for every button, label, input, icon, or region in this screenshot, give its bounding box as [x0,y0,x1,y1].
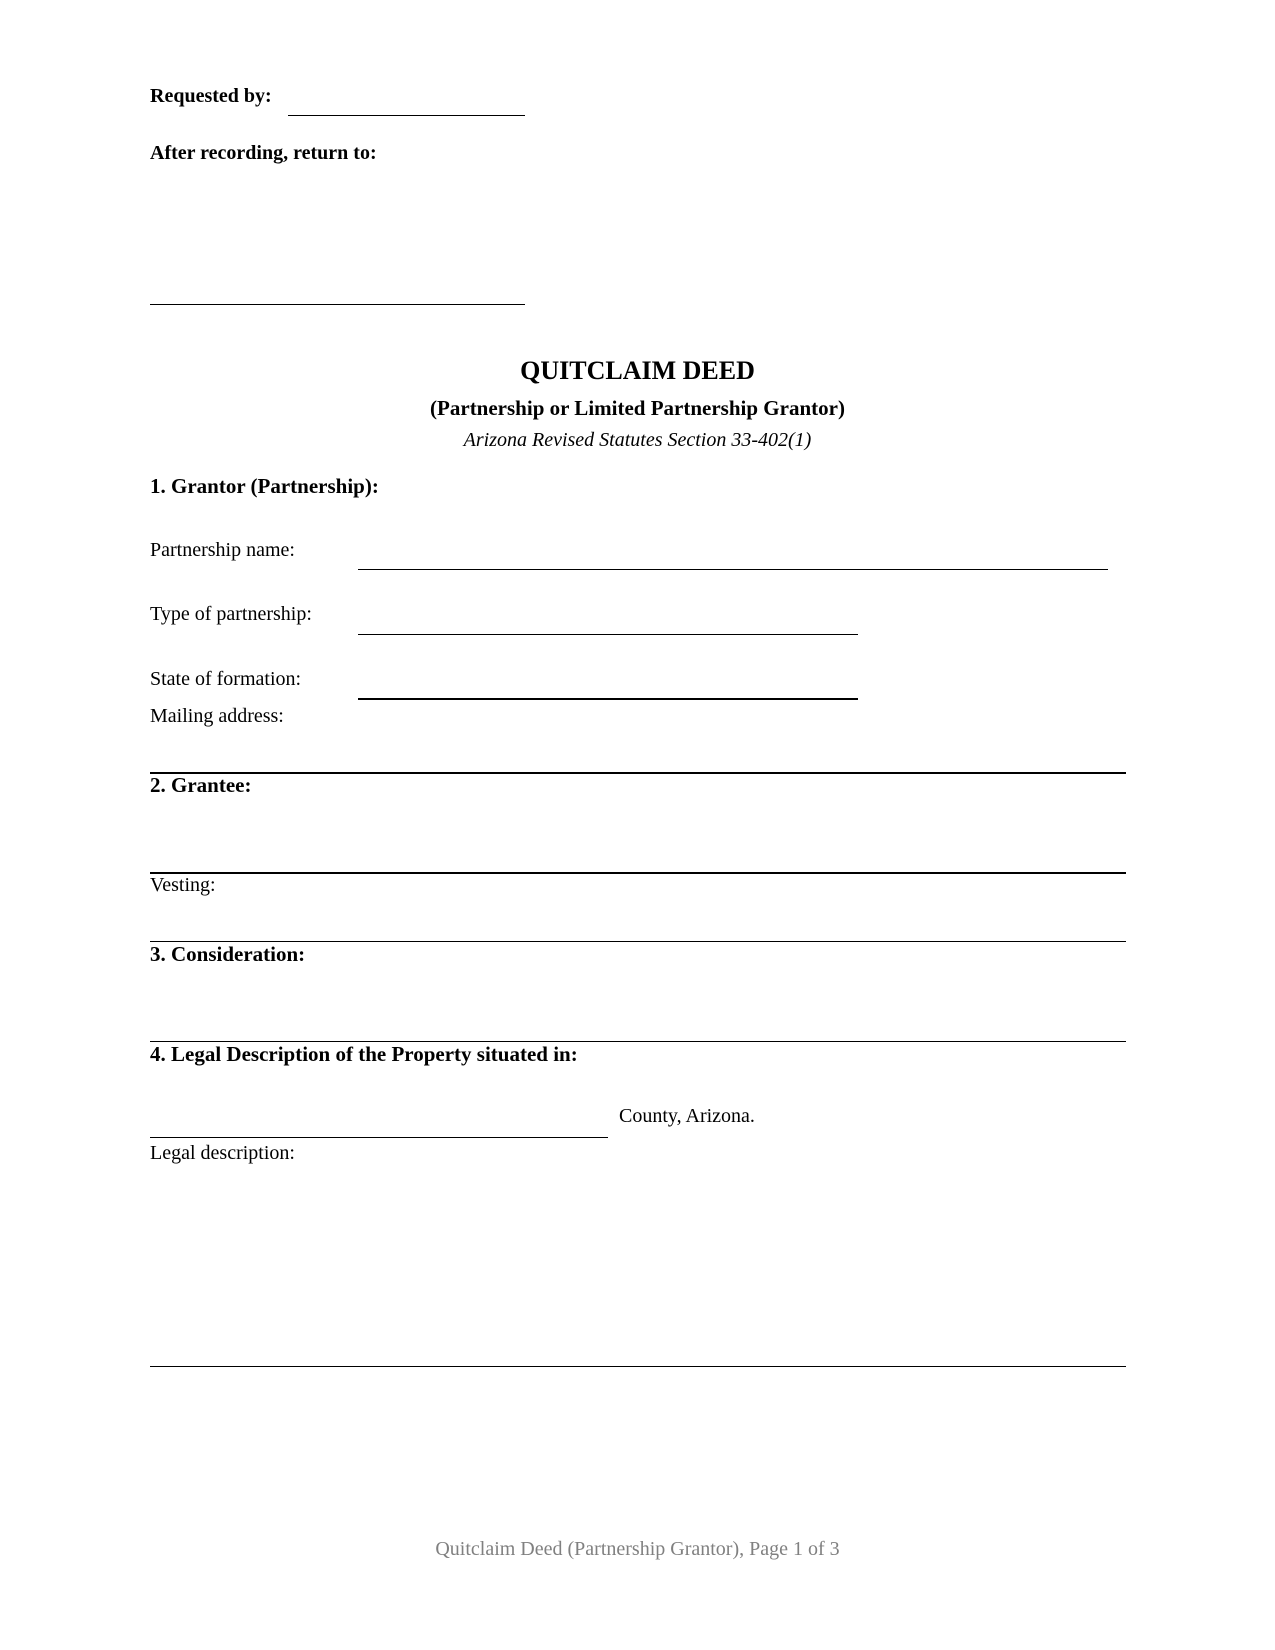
statute-reference: Arizona Revised Statutes Section 33-402(1) [463,429,812,451]
grantee-field[interactable] [150,872,1126,874]
return-to-label: After recording, return to: [150,142,377,164]
partnership-type-label: Type of partnership: [150,603,312,625]
requested-by-label: Requested by: [150,85,272,107]
legal-description-label: Legal description: [150,1142,295,1164]
return-to-field[interactable] [150,304,525,305]
legal-description-field[interactable] [150,1366,1126,1367]
county-suffix-text: County, Arizona. [619,1105,755,1127]
requested-by-field[interactable] [288,115,525,116]
page-footer: Quitclaim Deed (Partnership Grantor), Page 1 of 3 [435,1538,840,1560]
mailing-address-label: Mailing address: [150,705,284,727]
section-4-heading: 4. Legal Description of the Property situated in: [150,1042,578,1066]
section-2-heading: 2. Grantee: [150,773,252,797]
section-3-heading: 3. Consideration: [150,942,306,966]
state-of-formation-field[interactable] [358,698,858,700]
page-subtitle: (Partnership or Limited Partnership Grantor) [430,396,845,420]
vesting-label: Vesting: [150,874,216,896]
state-of-formation-label: State of formation: [150,668,302,690]
county-field[interactable] [150,1137,608,1138]
section-1-heading: 1. Grantor (Partnership): [150,474,379,498]
page-title: QUITCLAIM DEED [520,356,755,385]
partnership-name-field[interactable] [358,569,1108,570]
mailing-address-field[interactable] [150,772,1126,774]
partnership-name-label: Partnership name: [150,539,295,561]
partnership-type-field[interactable] [358,634,858,635]
